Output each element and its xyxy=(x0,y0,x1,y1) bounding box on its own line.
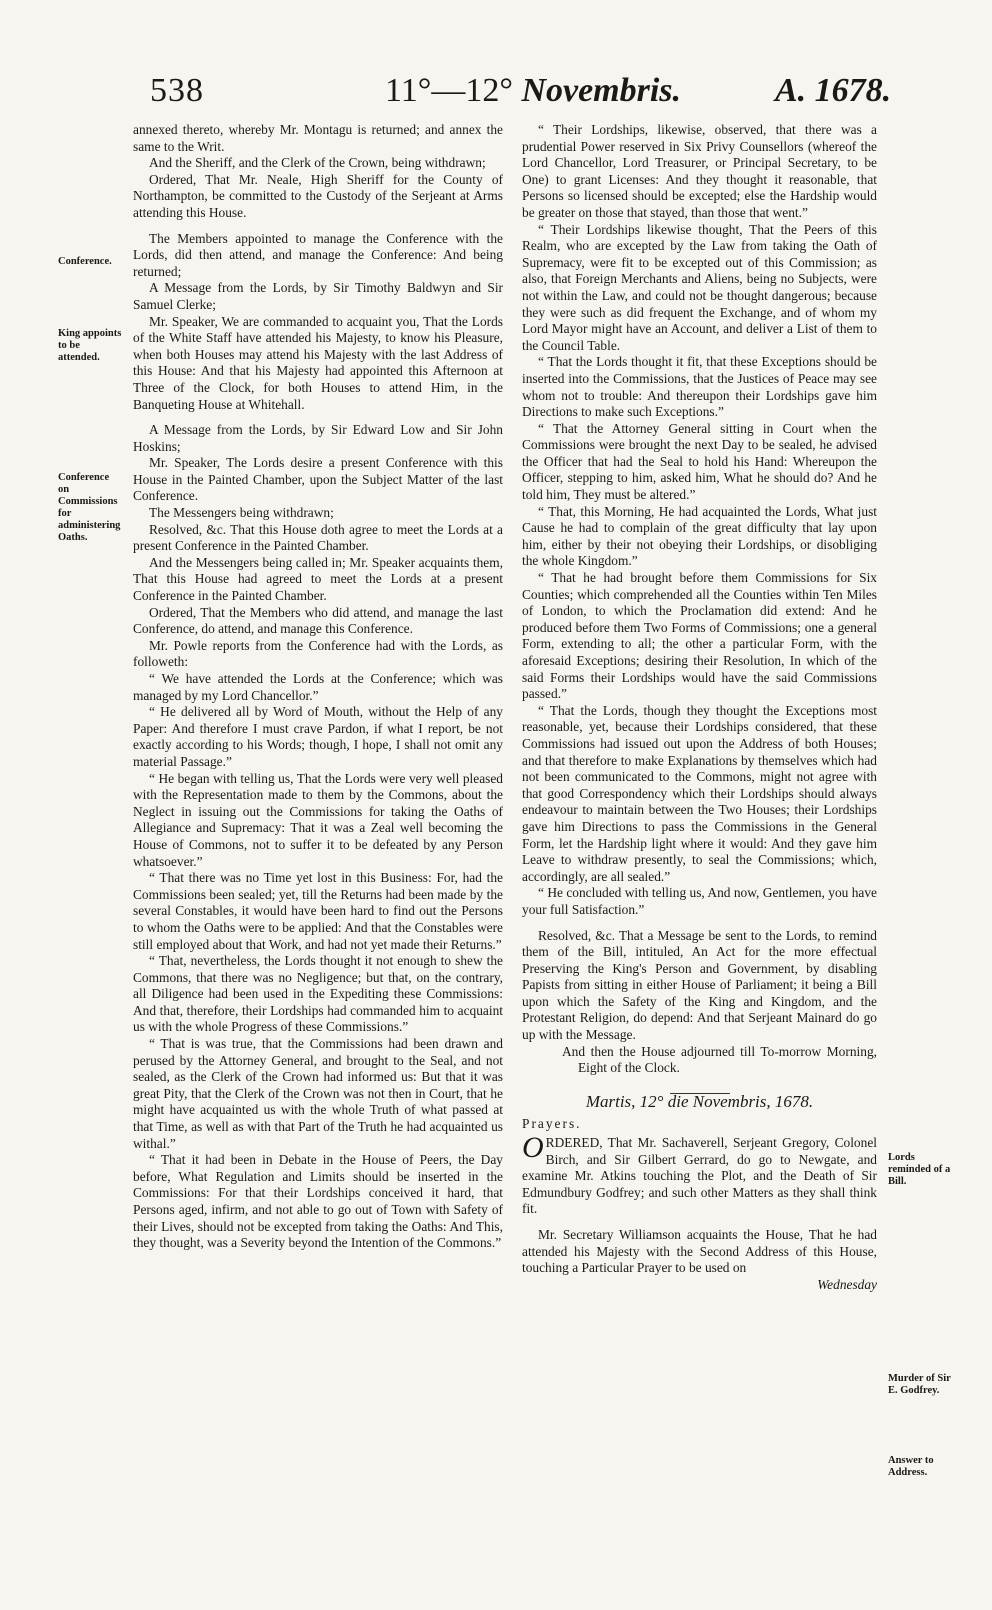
paragraph: “ That the Lords, though they thought the Exceptions most reasonable, yet, because their Lordships considered, that these Commissions had issued out upon the Address of both Houses; and that therefore to make Explanations by themselves which had not been communicated to the Commons, might not agree with that good Correspondency which their Lordships should always endeavour to maintain between the Two Houses; their Lordships gave him Directions to pass the Commissions in the General Form, let the Hardship light where it would: And they gave him Leave to withdraw presently, to seal the Commissions; which, accordingly, are all sealed.” xyxy=(522,702,877,884)
margin-note-answer: Answer to Address. xyxy=(888,1455,934,1478)
date-range-prefix: 11°—12° xyxy=(385,72,513,109)
paragraph: “ He began with telling us, That the Lords were very well pleased with the Representation made to them by the Commons, about the Neglect in issuing out the Commissions for taking the Oaths of Allegiance and Supremacy: That it was a Zeal well becoming the House of Commons, not to suffer it to be defeated by any Person whatsoever.” xyxy=(133,770,503,869)
paragraph: “ We have attended the Lords at the Conference; which was managed by my Lord Chancellor.” xyxy=(133,671,503,703)
paragraph: “ That the Lords thought it fit, that these Exceptions should be inserted into the Commissions, that the Justices of Peace may see whom not to trouble: And thereupon their Lordships gave him Directions to make such Exceptions.” xyxy=(522,354,877,420)
paragraph: Resolved, &c. That this House doth agree to meet the Lords at a present Conference in the Painted Chamber. xyxy=(133,521,503,554)
paragraph: “ That the Attorney General sitting in Court when the Commissions were brought the next Day to be sealed, he advised the Officer that had the Seal to hold his Hand: Whereupon the Officer, stepping to him, asked him, What he should do? And he told him, They must be altered.” xyxy=(522,420,877,503)
paragraph: Mr. Speaker, We are commanded to acquaint you, That the Lords of the White Staff have attended his Majesty, to know his Pleasure, when both Houses may attend his Majesty with the last Address of this House: And that his Majesty had appointed this Afternoon at Three of the Clock, for both Houses to attend Him, in the Banqueting House at Whitehall. xyxy=(133,313,503,412)
paragraph: “ He delivered all by Word of Mouth, without the Help of any Paper: And therefore I must crave Pardon, if what I report, be not exactly according to his Words; though, I hope, I shall not omit any material Passage.” xyxy=(133,704,503,769)
paragraph: “ Their Lordships, likewise, observed, that there was a prudential Power reserved in Six Privy Counsellors (whereof the Lord Chancellor, Lord Treasurer, or Principal Secretary, to be One) to grant Licenses: And they thought it reasonable, that Persons so licensed should be excepted; else the Hardship would be greater on those that stayed, than those that went.” xyxy=(522,122,877,220)
prayers-heading: Prayers. xyxy=(522,1116,582,1132)
paragraph: Ordered, That Mr. Neale, High Sheriff for the County of Northampton, be committed to the Custody of the Serjeant at Arms attending this House. xyxy=(133,171,503,220)
paragraph: annexed thereto, whereby Mr. Montagu is returned; and annex the same to the Writ. xyxy=(133,122,503,154)
left-column xyxy=(133,122,503,1252)
ordered-paragraph xyxy=(522,1131,877,1218)
paragraph: “ That there was no Time yet lost in this Business: For, had the Commissions been sealed; yet, till the Returns had been made by the several Constables, it would have been hard to find out the Persons to whom the Oaths were to be applied: And that the Constables were still employed about that Work, and had not yet made their Returns.” xyxy=(133,870,503,952)
ordered-text: RDERED, That Mr. Sachaverell, Serjeant Gregory, Colonel Birch, and Sir Gilbert Gerrard, do go to Newgate, and examine Mr. Atkins touching the Plot, and the Death of Sir Edmundbury Godfrey; and such other Matters as they shall think fit. xyxy=(522,1135,877,1217)
margin-note-lords-reminded: Lords reminded of a Bill. xyxy=(888,1152,951,1187)
paragraph: Resolved, &c. That a Message be sent to the Lords, to remind them of the Bill, intituled, An Act for the more effectual Preserving the King's Person and Government, by disabling Papists from sitting in either House of Parliament; it being a Bill upon which the Safety of the King and Kingdom, and the Protestant Religion, do depend: And that Serjeant Mainard do go up with the Message. xyxy=(522,927,877,1043)
right-column xyxy=(522,122,877,1293)
paragraph: A Message from the Lords, by Sir Timothy Baldwyn and Sir Samuel Clerke; xyxy=(133,280,503,312)
paragraph: The Members appointed to manage the Conference with the Lords, did then attend, and manage the Conference: And being returned; xyxy=(133,230,503,279)
margin-note-conference: Conference. xyxy=(58,256,112,267)
margin-note-conference-commissions: Conference on Commissions for administering Oaths. xyxy=(58,472,121,543)
paragraph: And the Messengers being called in; Mr. Speaker acquaints them, That this House had agreed to meet the Lords at a present Conference in the Painted Chamber. xyxy=(133,554,503,604)
page-number: 538 xyxy=(150,72,204,109)
catchword: Wednesday xyxy=(817,1276,877,1292)
paragraph: “ That, this Morning, He had acquainted the Lords, What just Cause he had to complain of the great difficulty that lay upon him, either by their not obeying their Lordships, or disobliging the whole Kingdom.” xyxy=(522,503,877,569)
paragraph: “ That, nevertheless, the Lords thought it not enough to shew the Commons, that there was no Negligence; but that, on the contrary, all Diligence had been used in the Expediting these Commissions: And that, therefore, their Lordships had commanded him to acquaint us with the whole Progress of these Commissions.” xyxy=(133,953,503,1035)
paragraph: “ That it had been in Debate in the House of Peers, the Day before, What Regulation and Limits should be inserted in the Commissions: For that their Lordships conceived it hard, that Persons aged, infirm, and not able to go out of Town with Safety of their Lives, should not be excepted from taking the Oaths: And This, they thought, was a Severity beyond the Intention of the Commons.” xyxy=(133,1152,503,1251)
adjournment: And then the House adjourned till To-morrow Morning, Eight of the Clock. xyxy=(562,1043,877,1076)
paragraph: Mr. Powle reports from the Conference had with the Lords, as followeth: xyxy=(133,637,503,670)
day-heading: Martis, 12° die Novembris, 1678. xyxy=(585,1091,814,1111)
paragraph: Ordered, That the Members who did attend, and manage the last Conference, do attend, and manage this Conference. xyxy=(133,604,503,637)
page-year: A. 1678. xyxy=(775,72,892,109)
paragraph: A Message from the Lords, by Sir Edward Low and Sir John Hoskins; xyxy=(133,422,503,454)
paragraph: And the Sheriff, and the Clerk of the Crown, being withdrawn; xyxy=(149,155,486,171)
paragraph: Mr. Speaker, The Lords desire a present Conference with this House in the Painted Chamber, upon the Subject Matter of the last Conference. xyxy=(133,455,503,504)
running-date xyxy=(385,72,681,110)
page-header xyxy=(0,72,992,122)
paragraph: “ That is was true, that the Commissions had been drawn and perused by the Attorney General, and brought to the Seal, and not sealed, as the Clerk of the Crown had informed us: But that it was great Pity, that the Clerk of the Crown was not then in Court, that he might have acquainted us with the whole Truth of what passed at that Time, as well as with that Part of the Truth he had acquainted us withal.” xyxy=(133,1036,503,1151)
margin-note-murder: Murder of Sir E. Godfrey. xyxy=(888,1373,951,1396)
paragraph: “ That he had brought before them Commissions for Six Counties; which comprehended all the Counties within Ten Miles of London, to which the Proclamation did extend: And he produced before them Two Forms of Commissions; one a general Form, extending to all; the other a particular Form, with the aforesaid Exceptions; desiring their Resolution, In which of the said Forms their Lordships would have the said Commissions passed.” xyxy=(522,570,877,702)
paragraph: “ He concluded with telling us, And now, Gentlemen, you have your full Satisfaction.” xyxy=(522,885,877,917)
margin-note-king-appoints: King appoints to be attended. xyxy=(58,328,122,363)
drop-cap: O xyxy=(522,1131,544,1165)
date-range-month: Novembris. xyxy=(521,72,682,109)
paragraph: Mr. Secretary Williamson acquaints the House, That he had attended his Majesty with the Second Address of this House, touching a Particular Prayer to be used on xyxy=(522,1227,877,1276)
paragraph: “ Their Lordships likewise thought, That the Peers of this Realm, who are excepted by the Law from taking the Oath of Supremacy, were fit to be excepted out of this Commission; as also, that Foreign Merchants and Aliens, being no Subjects, were not within the Law, and could not be thought dangerous; because they were such as did frequent the Exchange, and of whom my Lord Mayor might have an Account, and deliver a List of them to the Council Table. xyxy=(522,221,877,353)
paragraph: The Messengers being withdrawn; xyxy=(149,505,334,521)
